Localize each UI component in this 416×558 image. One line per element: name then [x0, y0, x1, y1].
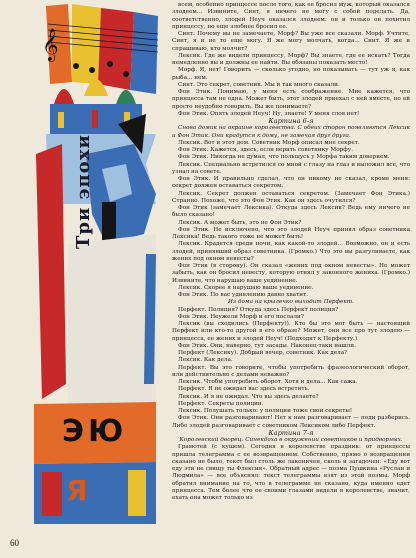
dialogue-line: Перфект. Секреты полиции. [178, 400, 264, 407]
dialogue-line: Фон Этик (замечает Лексика). Откуда здесь Лексик? Ведь ему ничего не было сказано! [172, 205, 410, 219]
dialogue-line: Фон Этик. По вас удивлению давно хватит. [178, 292, 308, 298]
dialogue-line: Фон Этик. Кажется, здесь, если верить советнику Морфу. [178, 147, 353, 153]
dialogue-line: Лексик. Секрет должен оставаться секретом. (Замечает Фон Этика.) Странно. Похоже, что это Фон Этик. Как он здесь очутился? [172, 190, 410, 204]
stage-direction: Из дома на крылечко выходит Перфект. [227, 299, 354, 306]
illustration-banner-text: Три эпохи [73, 134, 94, 249]
scene-title: Картина 7-я [268, 428, 314, 437]
paragraph: Морф. Я, нет! Говорить — сколько угодно, но показывать — тут уж я, как рыба... нем. [172, 67, 410, 81]
dialogue-line: Лексик. Как дела. [178, 357, 233, 364]
dialogue-line: Перфект. Полиция? Откуда здесь Перфект полиция? [178, 306, 339, 313]
text-column [172, 2, 410, 542]
svg-text:𝄞: 𝄞 [42, 28, 59, 61]
page-number: 60 [10, 538, 19, 548]
dialogue-line: Лексик (вы сходились (Перфекту)). Кто бы это мог быть — настоящий Перфект или кто-то другой в его образе? Может, они все про тут злодею — принцесса, ее жених и злодей Неуч! (Подходит к Перфекту.) [172, 321, 410, 342]
dialogue-line: Перфект. Вы это говорите, чтобы употребить фразеологический оборот, или действительно с делами неважно? [172, 364, 410, 378]
paragraph: Синт. Почему вы не замечаете, Морф? Вы уже все сказали. Морф. Учтите, Синт, я и не то еще могу. Я же могу молчать, когда... Синт. Я же и спрашиваю, кто молчит? [172, 31, 410, 52]
dialogue-line: Грамотей (с кушем). Сегодня в королевстве праздник: от принцессы пришла телеграмма с ее возвращением. Собственно, прямо о возвращении сказано не было, текст был столь же лаконичен, сколь и загадочен: «Еду вот еду эти не свищу ты Флексия». Обратный адрес — поэма Пушкина «Руслан и Людмила» — все объяснял: текст телеграммы взят из этой поэмы. Морф обратил внимание на то, что в телеграмме не сказано, куда именно едет принцесса. Тем более что ее своими глазами видели в королевстве, значит, ехать она может только из [172, 444, 410, 501]
paragraph: Лексик. Где же видели принцессу, Морф? Вы знаете, где ее искать? Тогда немедленно вы и должны ее найти. Вы обязаны показать место! [172, 52, 410, 66]
paragraph: Фон Этик. Понимаю, у меня есть соображение. Мне кажется, что принцесса там не одна. Может быть, этот злодей приехал с ней вместе, но ей просто неудобно говорить. Вы же понимаете? [172, 89, 410, 110]
dialogue-line: Фон Этик. Неужели Морф и его послали? [178, 313, 304, 320]
paragraph: Синт. Это секрет, советник. Мы и так много сказали. [178, 81, 340, 88]
stage-direction: Снова домик на окраине королевства. С обеих сторон появляются Лексик и Фон Этик. Они крадутся к дому, не замечая друг друга. [172, 125, 410, 139]
stage-direction: Королевский дворец. Синекдоха в окружении советников и придворных. [179, 437, 403, 443]
dialogue-line: Фон Этик. Не исключено, что это злодей Неуч принял образ советника Лексика! Ведь такого тоже не может быть! [172, 226, 410, 240]
dialogue-line: Фон Этик. Никогда не думал, что польщусь у Морфа таким доверием. [178, 154, 390, 161]
dialogue-line: Лексик. Чтобы употребить оборот. Хотя и дела... Как сажа. [178, 379, 358, 385]
dialogue-line: Лексик. Полушать только: у полиции тоже свои секреты! [178, 408, 353, 414]
dialogue-line: Перфект (Лексику). Добрый вечер, советник. Как дела? [178, 350, 348, 356]
dialogue-line: Лексик. Скорее я нарушаю ваше уединение. [178, 284, 314, 291]
paragraph: Фон Этик. Опять злодей Неуч! Ну, знаете! У меня слов нет! [178, 110, 360, 117]
dialogue-line: Фон Этик. И правильно сделал, что он никому не сказал, кроме меня: секрет должен оставаться секретом. [172, 176, 410, 190]
scene-title: Картина 6-я [268, 117, 314, 125]
dialogue-line: Лексик. Крадется среди ночи, как какой-то злодей... Возможно, он и есть злодей, принявший образ советника. (Громко.) Что это вы разгуливаете, как жених под окном невесты? [172, 241, 410, 262]
illustration-bottom-letter: Я [66, 474, 88, 507]
dialogue-line: Лексик. И я не ожидал. Что вы здесь делаете? [178, 393, 319, 400]
illustration-letters: ЭЮ [62, 414, 128, 449]
illustration [6, 4, 166, 524]
dialogue-line: Лексик. Вот и этот дом. Советник Морф описал мне секрет. [178, 139, 360, 146]
dialogue-line: Лексик. Специально встретился со мной с глазу на глаз и выложил все, что узнал на совете. [172, 161, 410, 175]
dialogue-line: Лексик. А может быть, это не Фон Этик? [178, 219, 302, 226]
paragraph: всем, особенно принцессе после того, как ее бросил муж, который оказался злодеем... Извините, Синт, я ничего не могу с собой поделать. Да, соответственно, злодей Неуч оказался злодеем: он и только он похитил принцессу, но еще злобнее бросил ее. [172, 2, 410, 30]
dialogue-line: Фон Этик. Они, наверно, тут засады. Наконец-таки нашли. [178, 342, 356, 349]
dialogue-line: Фон Этик (в сторону). Он сказал «жених под окном невесты». Не может забыть, как он бросил невесту, которую отнял у законного жениха. (Громко.) Извините, что нарушаю ваше уединение. [172, 263, 410, 284]
dialogue-line: Перфект. Я не ожидал вас здесь встретить. [178, 386, 310, 393]
dialogue-line: Фон Этик. Они разговаривают! Нет к нам разговаривает — поди разберись. Либо злодей разговаривает с советником Лексиком либо Перфект. [172, 415, 410, 429]
